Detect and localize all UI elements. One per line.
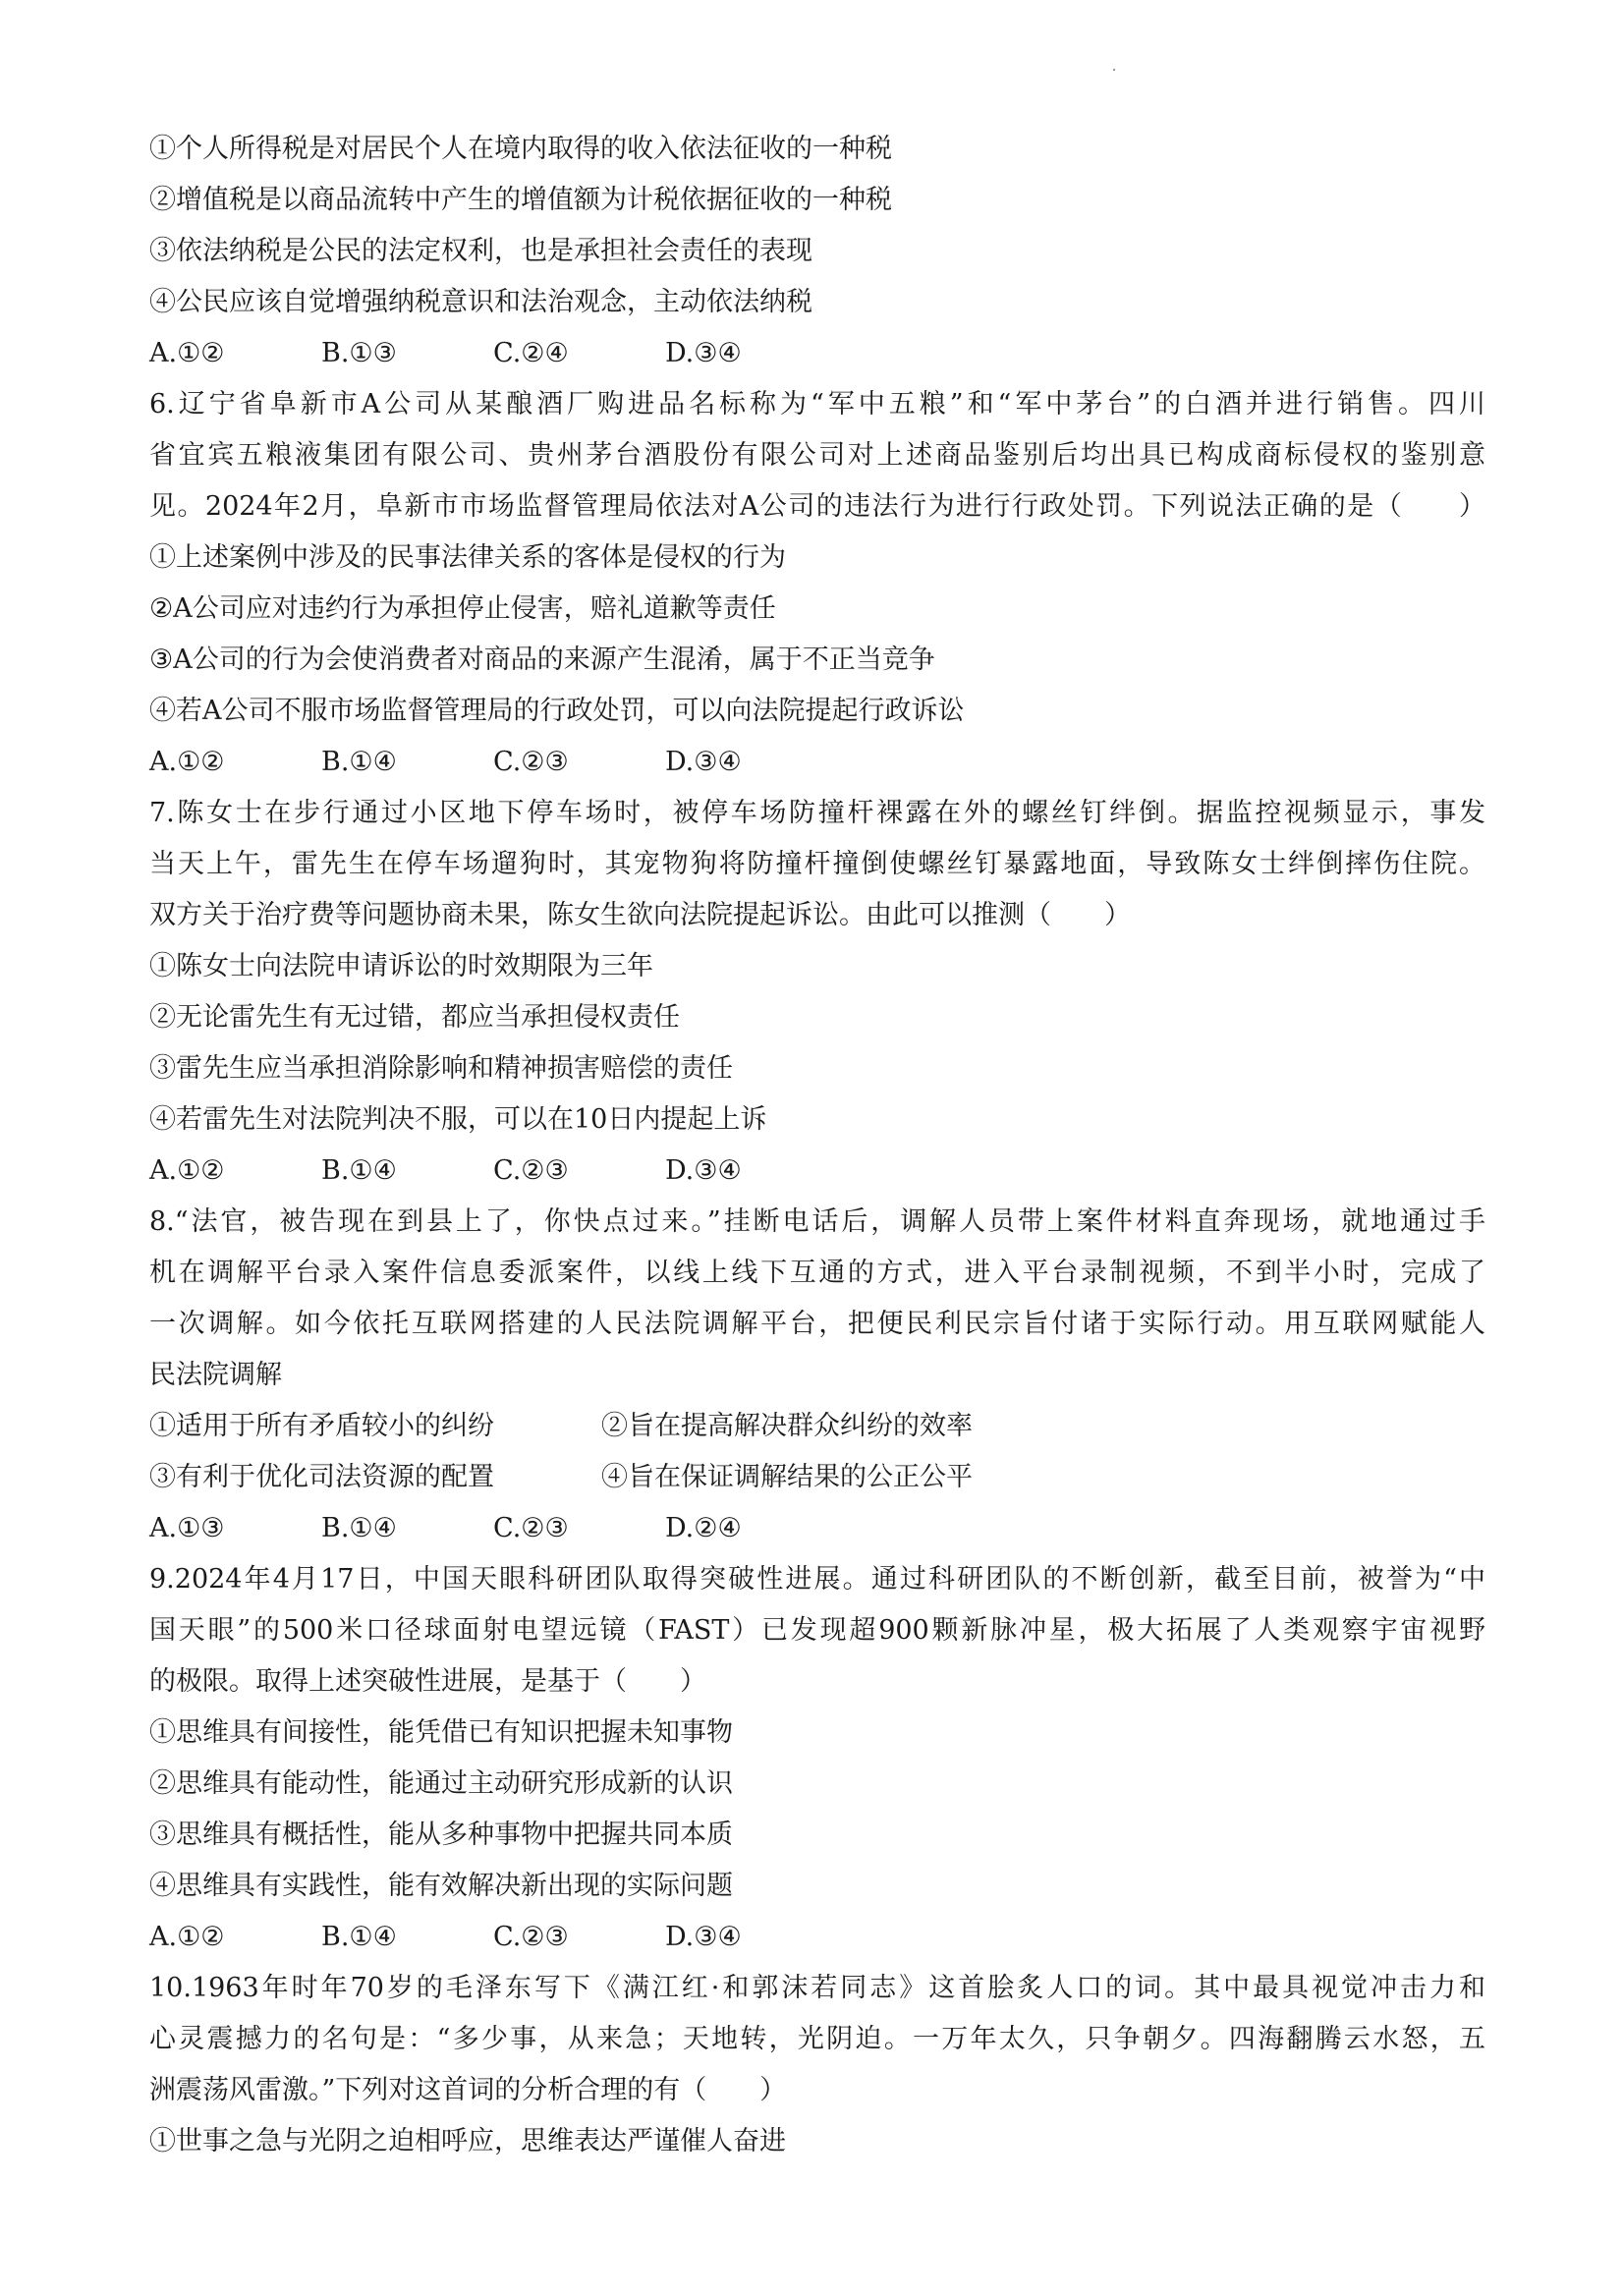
answer-choice-c: C.②③ [493,747,569,777]
question-7-stem: 双方关于治疗费等问题协商未果，陈女生欲向法院提起诉讼。由此可以推测（ ） [149,900,1131,930]
option-statement: ①上述案例中涉及的民事法律关系的客体是侵权的行为 [149,542,786,573]
question-6-stem: 见。2024年2月，阜新市市场监督管理局依法对A公司的违法行为进行行政处罚。下列说法正确的是（ ） [149,491,1485,522]
option-statement: ③依法纳税是公民的法定权利，也是承担社会责任的表现 [149,236,812,266]
option-statement: ①个人所得税是对居民个人在境内取得的收入依法征收的一种税 [149,134,892,164]
answer-choice-d: D.③④ [665,338,742,368]
answer-choice-b: B.①④ [321,747,397,777]
question-9-stem: 的极限。取得上述突破性进展，是基于（ ） [149,1666,706,1697]
question-8-stem: 一次调解。如今依托互联网搭建的人民法院调解平台，把便民利民宗旨付诸于实际行动。用互联网赋能人 [149,1309,1485,1339]
option-statement: ③雷先生应当承担消除影响和精神损害赔偿的责任 [149,1053,733,1084]
answer-choice-d: D.②④ [665,1513,742,1543]
option-statement: ③有利于优化司法资源的配置 [149,1462,494,1492]
answer-choice-c: C.②③ [493,1155,569,1186]
option-statement: ④若A公司不服市场监督管理局的行政处罚，可以向法院提起行政诉讼 [149,696,965,726]
question-6-stem: 6.辽宁省阜新市A公司从某酿酒厂购进品名标称为“军中五粮”和“军中茅台”的白酒并进行销售。四川 [149,389,1485,420]
option-pair-row [149,1401,1485,1452]
answer-choice-c: C.②④ [493,338,569,368]
option-statement: ①适用于所有矛盾较小的纠纷 [149,1411,494,1441]
answer-choice-a: A.①② [149,747,225,777]
option-statement: ②增值税是以商品流转中产生的增值额为计税依据征收的一种税 [149,185,892,215]
option-pair-row [149,1452,1485,1503]
option-statement: ②思维具有能动性，能通过主动研究形成新的认识 [149,1768,733,1799]
answer-choices-row [149,1912,1485,1963]
question-8-stem: 8.“法官，被告现在到县上了，你快点过来。”挂断电话后，调解人员带上案件材料直奔现场，就地通过手 [149,1206,1485,1237]
option-statement: ④若雷先生对法院判决不服，可以在10日内提起上诉 [149,1104,767,1135]
option-statement: ④公民应该自觉增强纳税意识和法治观念，主动依法纳税 [149,287,812,317]
scan-speck [1113,69,1115,71]
answer-choice-c: C.②③ [493,1922,569,1952]
answer-choice-b: B.①④ [321,1513,397,1543]
question-7-stem: 当天上午，雷先生在停车场遛狗时，其宠物狗将防撞杆撞倒使螺丝钉暴露地面，导致陈女士绊倒摔伤住院。 [149,849,1485,879]
answer-choices-row [149,328,1485,379]
question-6-stem: 省宜宾五粮液集团有限公司、贵州茅台酒股份有限公司对上述商品鉴别后均出具已构成商标侵权的鉴别意 [149,440,1485,471]
answer-choice-a: A.①③ [149,1513,225,1543]
question-9-stem: 国天眼”的500米口径球面射电望远镜（FAST）已发现超900颗新脉冲星，极大拓展了人类观察宇宙视野 [149,1615,1485,1646]
option-statement: ④思维具有实践性，能有效解决新出现的实际问题 [149,1871,733,1901]
option-statement: ④旨在保证调解结果的公正公平 [601,1462,973,1492]
option-statement: ①陈女士向法院申请诉讼的时效期限为三年 [149,951,653,981]
answer-choice-a: A.①② [149,1922,225,1952]
answer-choice-a: A.①② [149,338,225,368]
question-10-stem: 10.1963年时年70岁的毛泽东写下《满江红·和郭沫若同志》这首脍炙人口的词。其中最具视觉冲击力和 [149,1973,1485,2003]
option-statement: ①思维具有间接性，能凭借已有知识把握未知事物 [149,1717,733,1748]
answer-choice-d: D.③④ [665,1155,742,1186]
answer-choice-d: D.③④ [665,747,742,777]
option-statement: ③思维具有概括性，能从多种事物中把握共同本质 [149,1820,733,1850]
question-9-stem: 9.2024年4月17日，中国天眼科研团队取得突破性进展。通过科研团队的不断创新，截至目前，被誉为“中 [149,1564,1485,1595]
question-10-stem: 洲震荡风雷激。”下列对这首词的分析合理的有（ ） [149,2075,787,2105]
option-statement: ②A公司应对违约行为承担停止侵害，赔礼道歉等责任 [149,593,776,624]
answer-choice-b: B.①③ [321,338,397,368]
question-7-stem: 7.陈女士在步行通过小区地下停车场时，被停车场防撞杆裸露在外的螺丝钉绊倒。据监控视频显示，事发 [149,798,1485,828]
option-statement: ③A公司的行为会使消费者对商品的来源产生混淆，属于不正当竞争 [149,644,935,675]
option-statement: ②无论雷先生有无过错，都应当承担侵权责任 [149,1002,680,1033]
question-8-stem: 机在调解平台录入案件信息委派案件，以线上线下互通的方式，进入平台录制视频，不到半小时，完成了 [149,1258,1485,1288]
question-8-stem: 民法院调解 [149,1360,282,1390]
answer-choice-a: A.①② [149,1155,225,1186]
answer-choices-row [149,1146,1485,1197]
answer-choice-b: B.①④ [321,1922,397,1952]
answer-choices-row [149,737,1485,788]
answer-choice-d: D.③④ [665,1922,742,1952]
answer-choice-c: C.②③ [493,1513,569,1543]
answer-choice-b: B.①④ [321,1155,397,1186]
option-statement: ①世事之急与光阴之迫相呼应，思维表达严谨催人奋进 [149,2126,786,2156]
answer-choices-row [149,1503,1485,1554]
question-10-stem: 心灵震撼力的名句是：“多少事，从来急；天地转，光阴迫。一万年太久，只争朝夕。四海翻腾云水怒，五 [149,2024,1485,2054]
option-statement: ②旨在提高解决群众纠纷的效率 [601,1411,973,1441]
